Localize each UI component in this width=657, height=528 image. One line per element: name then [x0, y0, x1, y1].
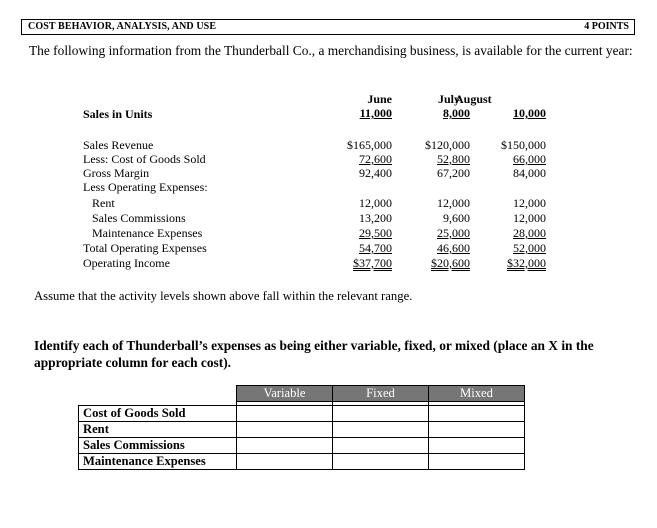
cell-rent-fixed[interactable] — [333, 422, 429, 438]
row-label-maintenance: Maintenance Expenses — [79, 454, 237, 470]
sales-revenue-june: $165,000 — [347, 138, 392, 152]
assumption-text: Assume that the activity levels shown above fall within the relevant range. — [34, 289, 413, 303]
column-mixed: Mixed — [429, 386, 525, 402]
commissions-july: 9,600 — [443, 211, 470, 225]
row-label-rent: Rent — [79, 422, 237, 438]
section-title: COST BEHAVIOR, ANALYSIS, AND USE — [28, 21, 217, 32]
intro-text: The following information from the Thunderball Co., a merchandising business, is available for the current year: — [29, 43, 633, 58]
gross-margin-august: 84,000 — [513, 166, 546, 180]
operating-income-august: $32,000 — [507, 256, 546, 270]
classification-table — [78, 385, 525, 470]
instruction-text: Identify each of Thunderball’s expenses as being either variable, fixed, or mixed (place an X in the appropriate column for each cost). — [34, 338, 594, 370]
cogs-june: 72,600 — [359, 152, 392, 166]
cell-maintenance-fixed[interactable] — [333, 454, 429, 470]
cell-cogs-fixed[interactable] — [333, 406, 429, 422]
gross-margin-july: 67,200 — [437, 166, 470, 180]
operating-income-june: $37,700 — [353, 256, 392, 270]
commissions-june: 13,200 — [359, 211, 392, 225]
table-row — [79, 438, 525, 454]
units-label: Sales in Units — [83, 107, 153, 121]
operating-income-label: Operating Income — [83, 256, 170, 270]
table-header-row — [79, 386, 525, 402]
cell-cogs-mixed[interactable] — [429, 406, 525, 422]
row-label-cogs: Cost of Goods Sold — [79, 406, 237, 422]
column-fixed: Fixed — [333, 386, 429, 402]
table-row — [79, 454, 525, 470]
section-header — [21, 19, 635, 35]
maintenance-august: 28,000 — [513, 226, 546, 240]
header-blank-cell — [79, 386, 237, 402]
gross-margin-label: Gross Margin — [83, 166, 150, 180]
sales-revenue-label: Sales Revenue — [83, 138, 154, 152]
commissions-august: 12,000 — [513, 211, 546, 225]
rent-august: 12,000 — [513, 196, 546, 210]
points-label: 4 POINTS — [584, 21, 629, 32]
month-june: June — [367, 92, 392, 106]
units-august: 10,000 — [513, 106, 546, 120]
table-row — [79, 422, 525, 438]
total-opex-july: 46,600 — [437, 241, 470, 255]
rent-label: Rent — [92, 196, 115, 210]
units-july: 8,000 — [443, 106, 470, 120]
row-label-commissions: Sales Commissions — [79, 438, 237, 454]
maintenance-label: Maintenance Expenses — [92, 226, 203, 240]
gross-margin-june: 92,400 — [359, 166, 392, 180]
sales-revenue-august: $150,000 — [501, 138, 546, 152]
opex-label: Less Operating Expenses: — [83, 180, 208, 194]
maintenance-july: 25,000 — [437, 226, 470, 240]
cogs-august: 66,000 — [513, 152, 546, 166]
cogs-label: Less: Cost of Goods Sold — [83, 152, 206, 166]
rent-june: 12,000 — [359, 196, 392, 210]
column-variable: Variable — [237, 386, 333, 402]
total-opex-june: 54,700 — [359, 241, 392, 255]
cell-rent-variable[interactable] — [237, 422, 333, 438]
cell-maintenance-mixed[interactable] — [429, 454, 525, 470]
cell-commissions-fixed[interactable] — [333, 438, 429, 454]
commissions-label: Sales Commissions — [92, 211, 186, 225]
cell-maintenance-variable[interactable] — [237, 454, 333, 470]
operating-income-july: $20,600 — [431, 256, 470, 270]
cogs-july: 52,800 — [437, 152, 470, 166]
maintenance-june: 29,500 — [359, 226, 392, 240]
month-august: August — [455, 92, 492, 106]
cell-cogs-variable[interactable] — [237, 406, 333, 422]
units-june: 11,000 — [359, 106, 392, 120]
table-row — [79, 406, 525, 422]
cell-rent-mixed[interactable] — [429, 422, 525, 438]
total-opex-august: 52,000 — [513, 241, 546, 255]
sales-revenue-july: $120,000 — [425, 138, 470, 152]
cell-commissions-mixed[interactable] — [429, 438, 525, 454]
month-july: July — [438, 92, 461, 106]
total-opex-label: Total Operating Expenses — [83, 241, 207, 255]
rent-july: 12,000 — [437, 196, 470, 210]
cell-commissions-variable[interactable] — [237, 438, 333, 454]
